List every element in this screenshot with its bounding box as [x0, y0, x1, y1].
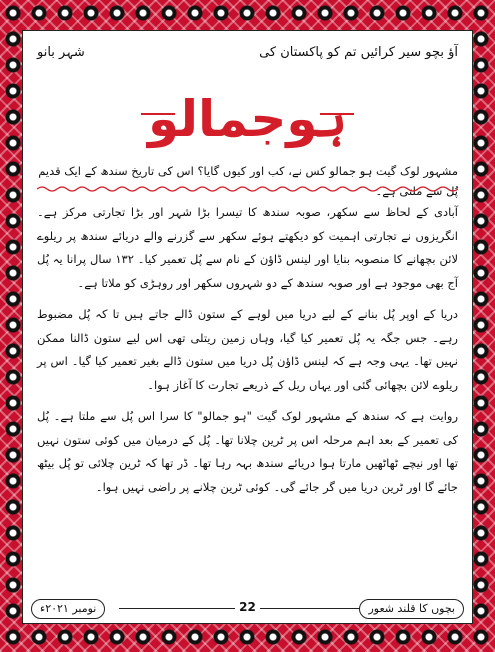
page-number: 22 — [23, 600, 472, 614]
wavy-divider — [37, 185, 458, 193]
page-header — [37, 45, 458, 69]
author-name: شہر بانو — [37, 45, 85, 60]
content-panel — [22, 30, 473, 624]
article-intro: مشہور لوک گیت ہو جمالو کس نے، کب اور کیوں گایا؟ اس کی تاریخ سندھ کے ایک قدیم پُل سے ملتی ہے۔ — [38, 164, 458, 198]
article-body — [37, 201, 458, 507]
issue-date: نومبر ۲۰۲۱ء — [31, 599, 105, 619]
paragraph: آبادی کے لحاظ سے سکھر، صوبہ سندھ کا تیسرا بڑا شہر اور بڑا تجارتی مرکز ہے۔ انگریزوں نے تجارتی اہمیت کو دیکھتے ہوئے سکھر سے گزرنے والے دریائے سندھ پر ریلوے لائن بچھانے کا منصوبہ بنایا اور لینس ڈاؤن کے نام سے پُل تعمیر کیا۔ ۱۳۲ سال پرانا یہ پُل آج بھی موجود ہے اور صوبہ سندھ کے دو شہروں سکھر اور روہڑی کو ملاتا ہے۔ — [37, 205, 459, 290]
page-footer — [23, 595, 472, 623]
paragraph: روایت ہے کہ سندھ کے مشہور لوک گیت "ہو جمالو" کا سرا اس پُل سے ملتا ہے۔ پُل کی تعمیر کے بعد اہم مرحلہ اس پر ٹرین چلانا تھا۔ پُل کے درمیان میں کوئی ستون نہیں تھا اور نیچے ٹھاٹھیں مارتا ہوا دریائے سندھ بہہ رہا تھا۔ ڈر تھا کہ ٹرین چلائی تو پُل بیٹھ جائے گا اور ٹرین دریا میں گر جائے گی۔ کوئی ٹرین چلانے پر راضی نہیں ہوا۔ — [37, 409, 458, 494]
paragraph: دریا کے اوپر پُل بنانے کے لیے دریا میں لوہے کے ستون ڈالے جاتے ہیں تا کہ پُل مضبوط رہے۔ جس جگہ یہ پُل تعمیر کیا گیا، وہاں زمین ریتلی تھی اس لیے ستون ڈالنا ممکن نہیں تھا۔ یہی وجہ ہے کہ لینس ڈاؤن پُل دریا میں ستون ڈالے بغیر تعمیر کیا گیا۔ اس پر ریلوے لائن بچھائی گئی اور یہاں ریل کے ذریعے تجارت کا آغاز ہوا۔ — [37, 307, 458, 392]
section-title: آؤ بچو سیر کرائیں تم کو پاکستان کی — [259, 45, 458, 60]
article-title: ہوجمالو — [147, 90, 348, 148]
magazine-name: بچوں کا قلند شعور — [359, 599, 464, 619]
